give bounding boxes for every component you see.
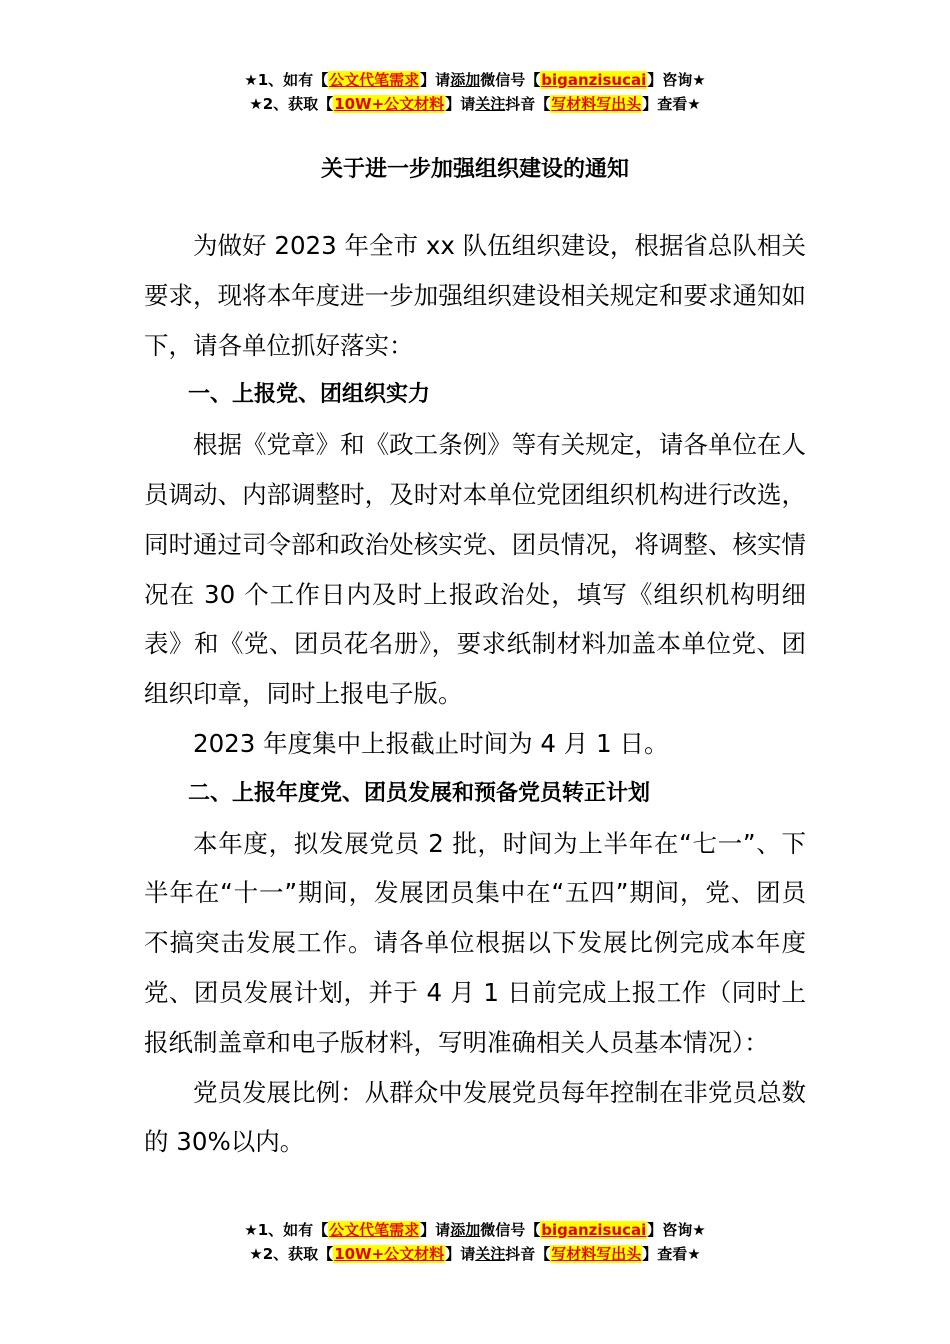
promo-underline: 添加 bbox=[450, 1221, 481, 1239]
promo-underline: 关注 bbox=[475, 95, 506, 113]
promo-text: 】请 bbox=[445, 95, 476, 113]
paragraph-deadline: 2023 年度集中上报截止时间为 4 月 1 日。 bbox=[193, 728, 669, 758]
document-title: 关于进一步加强组织建设的通知 bbox=[320, 157, 629, 182]
promo-text: 微信号【 bbox=[480, 71, 541, 89]
paragraph-ratio: 党员发展比例：从群众中发展党员每年控制在非党员总数的 30%以内。 bbox=[144, 1077, 806, 1157]
paragraph-section-1: 根据《党章》和《政工条例》等有关规定，请各单位在人员调动、内部调整时，及时对本单位党团组织机构进行改选，同时通过司令部和政治处核实党、团员情况，将调整、核实情况在 30 个工作日内及时上报政治处，填写《组织机构明细表》和《党、团员花名册》，要求纸制材料加盖本单位党、团组织印章，同时上报电子版。 bbox=[144, 430, 806, 709]
promo-highlight: 10W+公文材料 bbox=[334, 1245, 445, 1263]
promo-highlight: 写材料写出头 bbox=[551, 95, 642, 113]
promo-text: 】请 bbox=[445, 1245, 476, 1263]
promo-text: 】咨询★ bbox=[647, 71, 706, 89]
promo-line-1 bbox=[0, 1218, 950, 1242]
paragraph-intro: 为做好 2023 年全市 xx 队伍组织建设，根据省总队相关要求，现将本年度进一步加强组织建设相关规定和要求通知如下，请各单位抓好落实： bbox=[144, 231, 806, 360]
promo-underline: 添加 bbox=[450, 71, 481, 89]
promo-underline: 关注 bbox=[475, 1245, 506, 1263]
promo-line-2 bbox=[0, 1242, 950, 1266]
promo-text: 抖音【 bbox=[505, 1245, 551, 1263]
promo-text: 】查看★ bbox=[642, 95, 701, 113]
promo-highlight: 写材料写出头 bbox=[551, 1245, 642, 1263]
promo-highlight: 10W+公文材料 bbox=[334, 95, 445, 113]
promo-text: ★1、如有【 bbox=[244, 1221, 329, 1239]
footer-promo-banner bbox=[0, 1218, 950, 1266]
promo-text: 抖音【 bbox=[505, 95, 551, 113]
promo-text: 微信号【 bbox=[480, 1221, 541, 1239]
section-heading-1: 一、上报党、团组织实力 bbox=[188, 382, 431, 408]
promo-text: ★1、如有【 bbox=[244, 71, 329, 89]
promo-text: 】查看★ bbox=[642, 1245, 701, 1263]
paragraph-section-2: 本年度，拟发展党员 2 批，时间为上半年在“七一”、下半年在“十一”期间，发展团员集中在“五四”期间，党、团员不搞突击发展工作。请各单位根据以下发展比例完成本年度党、团员发展计划，并于 4 月 1 日前完成上报工作（同时上报纸制盖章和电子版材料，写明准确相关人员基本情况）： bbox=[144, 828, 806, 1057]
promo-line-1 bbox=[0, 68, 950, 92]
promo-highlight: biganzisucai bbox=[541, 1221, 647, 1239]
promo-text: ★2、获取【 bbox=[249, 95, 334, 113]
promo-text: ★2、获取【 bbox=[249, 1245, 334, 1263]
promo-highlight: 公文代笔需求 bbox=[329, 71, 420, 89]
document-body bbox=[144, 221, 806, 1167]
promo-highlight: 公文代笔需求 bbox=[329, 1221, 420, 1239]
promo-line-2 bbox=[0, 92, 950, 116]
promo-text: 】请 bbox=[420, 71, 451, 89]
promo-text: 】请 bbox=[420, 1221, 451, 1239]
section-heading-2: 二、上报年度党、团员发展和预备党员转正计划 bbox=[188, 780, 651, 806]
promo-highlight: biganzisucai bbox=[541, 71, 647, 89]
header-promo-banner bbox=[0, 68, 950, 116]
promo-text: 】咨询★ bbox=[647, 1221, 706, 1239]
